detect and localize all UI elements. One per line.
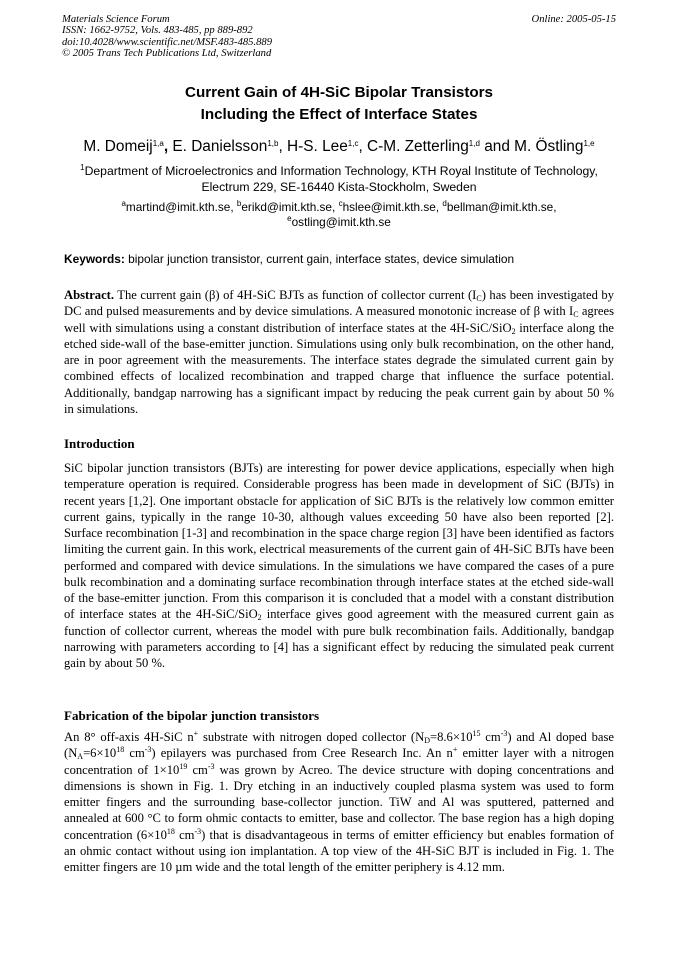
author-separator: , <box>163 138 173 155</box>
author-list <box>0 138 678 156</box>
subscript: A <box>77 752 84 762</box>
doi-line: doi:10.4028/www.scientific.net/MSF.483-485.889 <box>62 36 272 48</box>
fabrication-text: cm <box>124 746 145 761</box>
affiliation-mark: 1 <box>80 163 85 172</box>
author-affiliation-mark: 1,b <box>267 139 279 148</box>
email-mark: d <box>442 199 447 208</box>
superscript: -3 <box>194 826 202 836</box>
abstract-text: agrees well with simulations using a constant distribution of interface states at the 4H-SiC/SiO <box>64 304 615 335</box>
fabrication-text: ) and Al doped base (N <box>64 730 614 761</box>
abstract-text: The current gain (β) of 4H-SiC BJTs as function of collector current (I <box>114 288 477 302</box>
introduction-text: interface gives good agreement with the measured current gain as function of collector current, whereas the model with pure bulk recombination fails. Additionally, bandgap narrowing with parameters according to [4] has a significant effect by reducing the simulated peak current gain by about 50 %. <box>64 607 614 670</box>
abstract-text: interface along the etched side-wall of the base-emitter junction. Simulations using only bulk recombination, on the other hand, are in poor agreement with the measurements. The interface states degrade the simulated current gain by combined effects of localized recombination and trapped charge that influence the surface potential. Additionally, bandgap narrowing has a significant impact by reducing the peak current gain by about 50 % in simulations. <box>64 320 615 416</box>
email-address: ostling@imit.kth.se <box>291 215 391 229</box>
fabrication-text: ) that is disadvantageous in terms of emitter efficiency but enables formation of an ohmic contact without using ion implantation. A top view of the 4H-SiC BJT is included in Fig. 1. The emitter fingers are 10 µm wide and the total length of the emitter periphery is 4.12 mm. <box>64 827 614 874</box>
author-affiliation-mark: 1,c <box>347 139 359 148</box>
author-name: M. Domeij <box>83 138 153 155</box>
fabrication-text: cm <box>187 762 208 777</box>
email-address: erikd@imit.kth.se <box>241 200 332 214</box>
superscript: -3 <box>500 729 508 738</box>
fabrication-text: cm <box>174 827 195 842</box>
subscript: C <box>476 294 482 303</box>
subscript: C <box>573 310 579 320</box>
fabrication-heading: Fabrication of the bipolar junction transistors <box>64 708 320 723</box>
subscript: 2 <box>257 613 262 623</box>
author-affiliation-mark: 1,e <box>583 139 595 148</box>
author-name: C-M. Zetterling <box>367 138 469 155</box>
superscript: 19 <box>179 761 188 771</box>
title-line-1: Current Gain of 4H-SiC Bipolar Transistors <box>184 84 494 101</box>
superscript: + <box>452 745 458 755</box>
superscript: 18 <box>116 745 125 755</box>
fabrication-text: ) epilayers was purchased from Cree Research Inc. An n <box>151 746 453 761</box>
superscript: + <box>193 729 199 738</box>
email-mark: a <box>121 199 126 208</box>
fabrication-text: emitter layer with a nitrogen concentration of 1×10 <box>64 746 614 777</box>
issn-line: ISSN: 1662-9752, Vols. 483-485, pp 889-892 <box>62 25 253 37</box>
email-address: bellman@imit.kth.se <box>446 200 554 214</box>
online-date: Online: 2005-05-15 <box>531 14 616 25</box>
introduction-paragraph <box>64 460 614 671</box>
email-mark: b <box>236 199 242 208</box>
superscript: -3 <box>207 761 215 771</box>
fabrication-text: An 8° off-axis 4H-SiC n <box>64 730 194 744</box>
subscript: D <box>424 736 430 745</box>
email-mark: e <box>287 214 292 223</box>
fabrication-text: =8.6×10 <box>429 730 473 744</box>
author-affiliation-mark: 1,d <box>468 139 480 148</box>
fabrication-text: =6×10 <box>83 746 117 761</box>
affiliation-line-1: Department of Microelectronics and Information Technology, KTH Royal Institute of Technology, <box>84 164 598 178</box>
author-separator: , <box>278 138 288 155</box>
email-separator: , <box>332 200 339 214</box>
fabrication-text: was grown by Acreo. The device structure with doping concentrations and dimensions is shown in Fig. 1. Dry etching in an inductively coupled plasma system was used to form emitter fingers and the surrounding base-collector junction. TiW and Al was sputtered, patterned and annealed at 600 °C to form ohmic contacts to emitter, base and collector. The base region has a high doping concentration (6×10 <box>64 762 614 842</box>
title-line-2: Including the Effect of Interface States <box>200 106 478 123</box>
keywords-label: Keywords: <box>64 252 125 266</box>
superscript: 18 <box>166 826 175 836</box>
journal-name: Materials Science Forum <box>62 14 170 25</box>
fabrication-paragraph <box>64 729 614 875</box>
author-name: M. Östling <box>514 138 584 155</box>
paper-title <box>0 82 678 126</box>
affiliation-line-2: Electrum 229, SE-16440 Kista-Stockholm, Sweden <box>201 179 477 194</box>
keywords-line <box>64 252 620 266</box>
fabrication-text: substrate with nitrogen doped collector (N <box>198 730 425 744</box>
email-separator: , <box>553 200 557 214</box>
introduction-heading: Introduction <box>64 436 135 451</box>
journal-header <box>62 14 616 60</box>
fabrication-text: cm <box>480 730 501 744</box>
email-mark: c <box>338 199 343 208</box>
abstract-text: ) has been investigated by DC and pulsed measurements and by device simulations. A measured monotonic increase of β with I <box>64 288 614 319</box>
superscript: -3 <box>144 745 152 755</box>
email-separator: , <box>230 200 237 214</box>
copyright-line: © 2005 Trans Tech Publications Ltd, Switzerland <box>62 48 272 60</box>
superscript: 15 <box>472 729 481 738</box>
affiliation <box>50 164 628 195</box>
email-address: martind@imit.kth.se <box>125 200 231 214</box>
abstract-label: Abstract. <box>64 288 115 302</box>
author-name: E. Danielsson <box>172 138 268 155</box>
subscript: 2 <box>511 326 516 336</box>
abstract-paragraph <box>64 287 614 417</box>
introduction-text: SiC bipolar junction transistors (BJTs) are interesting for power device applications, especially when high temperature operation is required. Considerable progress has been made in development of SiC (BJTs) in recent years [1,2]. One important obstacle for application of SiC BJTs is the relatively low common emitter current gains, typically in the range 10-30, although values exceeding 50 have also been reported [2]. Surface recombination [1-3] and recombination in the space charge region [3] have been identified as factors limiting the current gain. In this work, electrical measurements of the current gain of 4H-SiC BJTs have been performed and compared with device simulations. In the simulations we have compared the cases of a pure bulk recombination and a dominating surface recombination through interface states at the etched side-wall of the base-emitter junction. From this comparison it is concluded that a model with a constant distribution of interface states at the 4H-SiC/SiO <box>64 461 614 622</box>
author-separator: and <box>479 138 515 155</box>
author-separator: , <box>358 138 368 155</box>
keywords-text: bipolar junction transistor, current gain, interface states, device simulation <box>124 252 515 266</box>
author-name: H-S. Lee <box>287 138 348 155</box>
email-address: hslee@imit.kth.se <box>342 200 436 214</box>
author-affiliation-mark: 1,a <box>152 139 164 148</box>
email-separator: , <box>435 200 443 214</box>
email-list <box>50 200 628 230</box>
